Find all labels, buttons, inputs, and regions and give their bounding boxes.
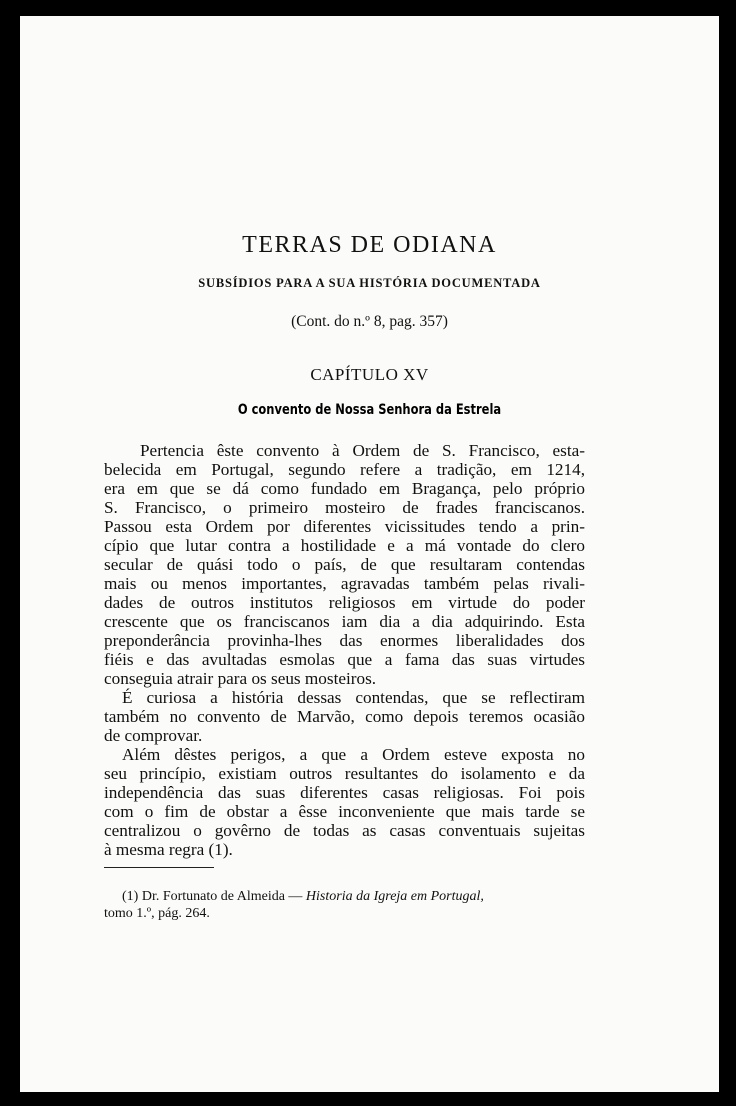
continuation-note: (Cont. do n.º 8, pag. 357) [291, 313, 448, 330]
body-line: dades de outros institutos religiosos em virtude do poder [104, 593, 585, 612]
body-text [104, 441, 585, 859]
chapter-subheading: O convento de Nossa Senhora da Estrela [237, 402, 502, 418]
footnote-reference: tomo 1.º, pág. 264. [104, 906, 210, 921]
body-line: à mesma regra (1). [104, 840, 233, 859]
body-line: seu princípio, existiam outros resultantes do isolamento e da [104, 764, 585, 783]
body-line: belecida em Portugal, segundo refere a tradição, em 1214, [104, 460, 585, 479]
body-line: com o fim de obstar a êsse inconveniente que mais tarde se [104, 802, 585, 821]
body-line: independência das suas diferentes casas religiosas. Foi pois [104, 783, 585, 802]
body-line: Passou esta Ordem por diferentes vicissitudes tendo a prin- [104, 517, 585, 536]
body-line: era em que se dá como fundado em Bragança, pelo próprio [104, 479, 585, 498]
footnote-work: Historia da Igreja em Portugal, [305, 889, 484, 904]
footnote-line [104, 888, 585, 905]
body-line: Pertencia êste convento à Ordem de S. Francisco, esta- [140, 441, 585, 460]
body-line: mais ou menos importantes, agravadas também pelas rivali- [104, 574, 585, 593]
body-line: Além dêstes perigos, a que a Ordem esteve exposta no [122, 745, 585, 764]
body-line: secular de quási todo o país, de que resultaram contendas [104, 555, 585, 574]
body-line: centralizou o govêrno de todas as casas conventuais sujeitas [104, 821, 585, 840]
footnote-author: Dr. Fortunato de Almeida — [141, 889, 303, 904]
body-line: S. Francisco, o primeiro mosteiro de frades franciscanos. [104, 498, 585, 517]
footnote [104, 888, 585, 922]
body-line: de comprovar. [104, 726, 203, 745]
body-line: preponderância provinha-lhes das enormes liberalidades dos [104, 631, 585, 650]
body-line: crescente que os franciscanos iam dia a dia adquirindo. Esta [104, 612, 585, 631]
body-line: cípio que lutar contra a hostilidade e a má vontade do clero [104, 536, 585, 555]
footnote-divider [104, 867, 214, 868]
footnote-marker: (1) [122, 889, 139, 904]
article-title: TERRAS DE ODIANA [242, 232, 497, 258]
body-line: É curiosa a história dessas contendas, que se reflectiram [122, 688, 585, 707]
document-page [20, 16, 719, 1092]
body-line: conseguia atrair para os seus mosteiros. [104, 669, 377, 688]
chapter-heading: CAPÍTULO XV [310, 365, 429, 384]
body-line: também no convento de Marvão, como depois teremos ocasião [104, 707, 585, 726]
body-line: fiéis e das avultadas esmolas que a fama das suas virtudes [104, 650, 585, 669]
article-subtitle: SUBSÍDIOS PARA A SUA HISTÓRIA DOCUMENTADA [198, 276, 541, 290]
